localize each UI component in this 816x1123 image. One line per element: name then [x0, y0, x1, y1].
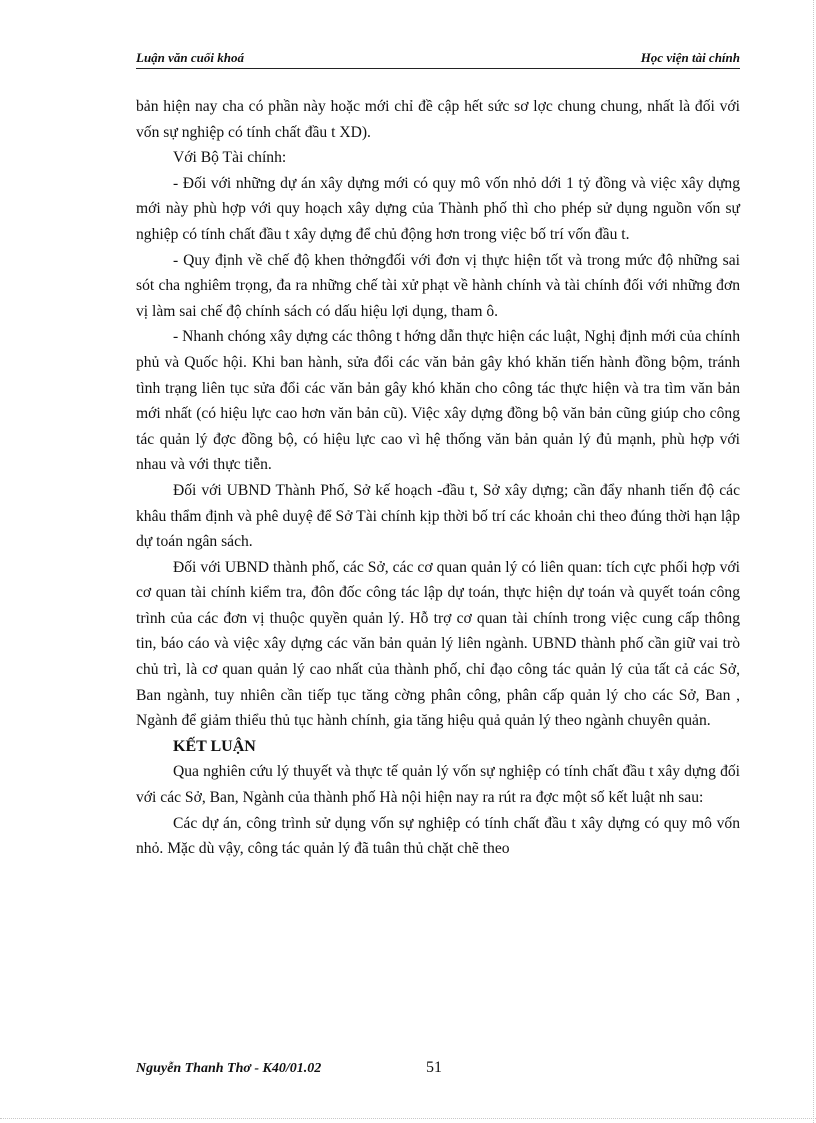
body-paragraph: - Quy định về chế độ khen thởngđối với đơn vị thực hiện tốt và trong mức độ những sai sót cha nghiêm trọng, đa ra những chế tài xử phạt về hành chính và tài chính đối với những đơn vị làm sai chế độ chính sách có dấu hiệu lợi dụng, tham ô. — [136, 251, 740, 320]
body-paragraph: Với Bộ Tài chính: — [173, 149, 287, 167]
body-paragraph: Đối với UBND Thành Phố, Sở kế hoạch -đầu t, Sở xây dựng; cần đẩy nhanh tiến độ các khâu thẩm định và phê duyệ để Sở Tài chính kịp thời bố trí các khoản chi theo đúng thời hạn lập dự toán ngân sách. — [136, 481, 740, 551]
conclusion-paragraph: Các dự án, công trình sử dụng vốn sự nghiệp có tính chất đầu t xây dựng có quy mô vốn nhỏ. Mặc dù vậy, công tác quản lý đã tuân thủ chặt chẽ theo — [136, 814, 740, 858]
page-right-border — [813, 0, 814, 1123]
footer-author: Nguyễn Thanh Thơ - K40/01.02 — [136, 1061, 322, 1076]
body-paragraph: - Đối với những dự án xây dựng mới có quy mô vốn nhỏ dới 1 tỷ đồng và việc xây dựng mới này phù hợp với quy hoạch xây dựng của Thành phố thì cho phép sử dụng nguồn vốn sự nghiệp có tính chất đầu t xây dựng để chủ động hơn trong việc bố trí vốn đầu t. — [136, 174, 740, 243]
body-paragraph: Đối với UBND thành phố, các Sở, các cơ quan quản lý có liên quan: tích cực phối hợp với cơ quan tài chính kiểm tra, đôn đốc công tác lập dự toán, thực hiện dự toán và quyết toán công trình của các đơn vị thuộc quyền quản lý. Hỗ trợ cơ quan tài chính trong việc cung cấp thông tin, báo cáo và việc xây dựng các văn bản quản lý liên ngành. UBND thành phố cần giữ vai trò chủ trì, là cơ quan quản lý cao nhất của thành phố, chỉ đạo công tác quản lý của tất cả các Sở, Ban ngành, tuy nhiên cần tiếp tục tăng cờng phân công, phân cấp quản lý cho các Sở, Ban , Ngành để giảm thiểu thủ tục hành chính, gia tăng hiệu quả quản lý theo ngành chuyên quản. — [136, 558, 740, 730]
page-body — [136, 94, 740, 862]
header-institution: Học viện tài chính — [640, 50, 740, 65]
conclusion-paragraph: Qua nghiên cứu lý thuyết và thực tế quản lý vốn sự nghiệp có tính chất đầu t xây dựng đối với các Sở, Ban, Ngành của thành phố Hà nội hiện nay ra rút ra đợc một số kết luật nh sau: — [136, 763, 740, 807]
page-number: 51 — [426, 1059, 442, 1076]
header-thesis-title: Luận văn cuối khoá — [136, 50, 244, 65]
page-bottom-border — [0, 1118, 816, 1119]
conclusion-heading: KẾT LUẬN — [173, 737, 256, 755]
body-paragraph: bản hiện nay cha có phần này hoặc mới chỉ đề cập hết sức sơ lợc chung chung, nhất là đối với vốn sự nghiệp có tính chất đầu t XD). — [136, 98, 740, 141]
body-paragraph: - Nhanh chóng xây dựng các thông t hớng dẫn thực hiện các luật, Nghị định mới của chính phủ và Quốc hội. Khi ban hành, sửa đổi các văn bản gây khó khăn tiến hành đồng bộm, tránh tình trạng liên tục sửa đổi các văn bản gây khó khăn cho công tác thực hiện và tra tìm văn bản mới nhất (có hiệu lực cao hơn văn bản cũ). Việc xây dựng đồng bộ văn bản cũng giúp cho công tác quản lý đợc đồng bộ, có hiệu lực cao vì hệ thống văn bản quản lý đủ mạnh, phù hợp với nhau và với thực tiễn. — [136, 328, 740, 474]
page-footer — [136, 1059, 466, 1081]
page-header — [136, 48, 740, 69]
